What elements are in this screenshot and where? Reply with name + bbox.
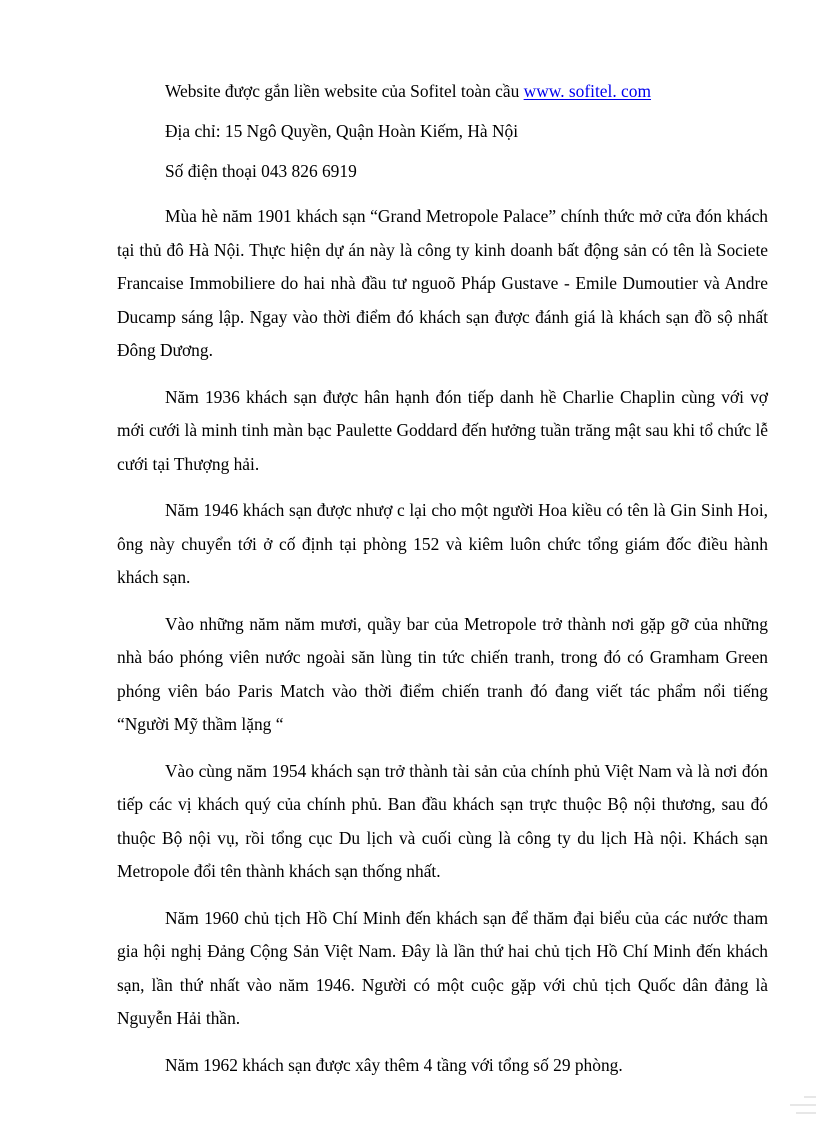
website-line [117, 80, 768, 102]
paragraph-1901: Mùa hè năm 1901 khách sạn “Grand Metropole Palace” chính thức mở cửa đón khách tại thủ đô Hà Nội. Thực hiện dự án này là công ty kinh doanh bất động sản có tên là Societe Francaise Immobiliere do hai nhà đầu tư nguoõ Pháp Gustave - Emile Dumoutier và Andre Ducamp sáng lập. Ngay vào thời điểm đó khách sạn được đánh giá là khách sạn đồ sộ nhất Đông Dương. [117, 206, 768, 360]
website-link[interactable]: www. sofitel. com [523, 81, 651, 101]
paragraph-1962: Năm 1962 khách sạn được xây thêm 4 tầng với tổng số 29 phòng. [165, 1054, 623, 1075]
paragraph-1954: Vào cùng năm 1954 khách sạn trở thành tài sản của chính phủ Việt Nam và là nơi đón tiếp các vị khách quý của chính phủ. Ban đầu khách sạn trực thuộc Bộ nội thương, sau đó thuộc Bộ nội vụ, rồi tổng cục Du lịch và cuối cùng là công ty du lịch Hà nội. Khách sạn Metropole đổi tên thành khách sạn thống nhất. [117, 760, 768, 881]
address-line: Địa chỉ: 15 Ngô Quyền, Quận Hoàn Kiếm, Hà Nội [165, 121, 519, 141]
paragraph-fifties: Vào những năm năm mươi, quầy bar của Metropole trở thành nơi gặp gỡ của những nhà báo phóng viên nước ngoài săn lùng tin tức chiến tranh, trong đó có Gramham Green phóng viên báo Paris Match vào thời điểm chiến tranh đó đang viết tác phẩm nổi tiếng “Người Mỹ thầm lặng “ [117, 613, 768, 734]
page-corner-decoration [696, 1083, 816, 1123]
phone-line: Số điện thoại 043 826 6919 [165, 161, 357, 181]
paragraph-1946: Năm 1946 khách sạn được nhượ c lại cho một người Hoa kiều có tên là Gin Sinh Hoi, ông này chuyển tới ở cố định tại phòng 152 và kiêm luôn chức tổng giám đốc điều hành khách sạn. [117, 500, 768, 587]
paragraph-1960: Năm 1960 chủ tịch Hồ Chí Minh đến khách sạn để thăm đại biểu của các nước tham gia hội nghị Đảng Cộng Sản Việt Nam. Đây là lần thứ hai chủ tịch Hồ Chí Minh đến khách sạn, lần thứ nhất vào năm 1946. Người có một cuộc gặp với chủ tịch Quốc dân đảng là Nguyễn Hải thần. [117, 907, 768, 1028]
website-text: Website được gắn liền website của Sofitel toàn cầu [165, 81, 524, 101]
paragraph-1936: Năm 1936 khách sạn được hân hạnh đón tiếp danh hề Charlie Chaplin cùng với vợ mới cưới là minh tinh màn bạc Paulette Goddard đến hưởng tuần trăng mật sau khi tổ chức lễ cưới tại Thượng hải. [117, 386, 768, 474]
